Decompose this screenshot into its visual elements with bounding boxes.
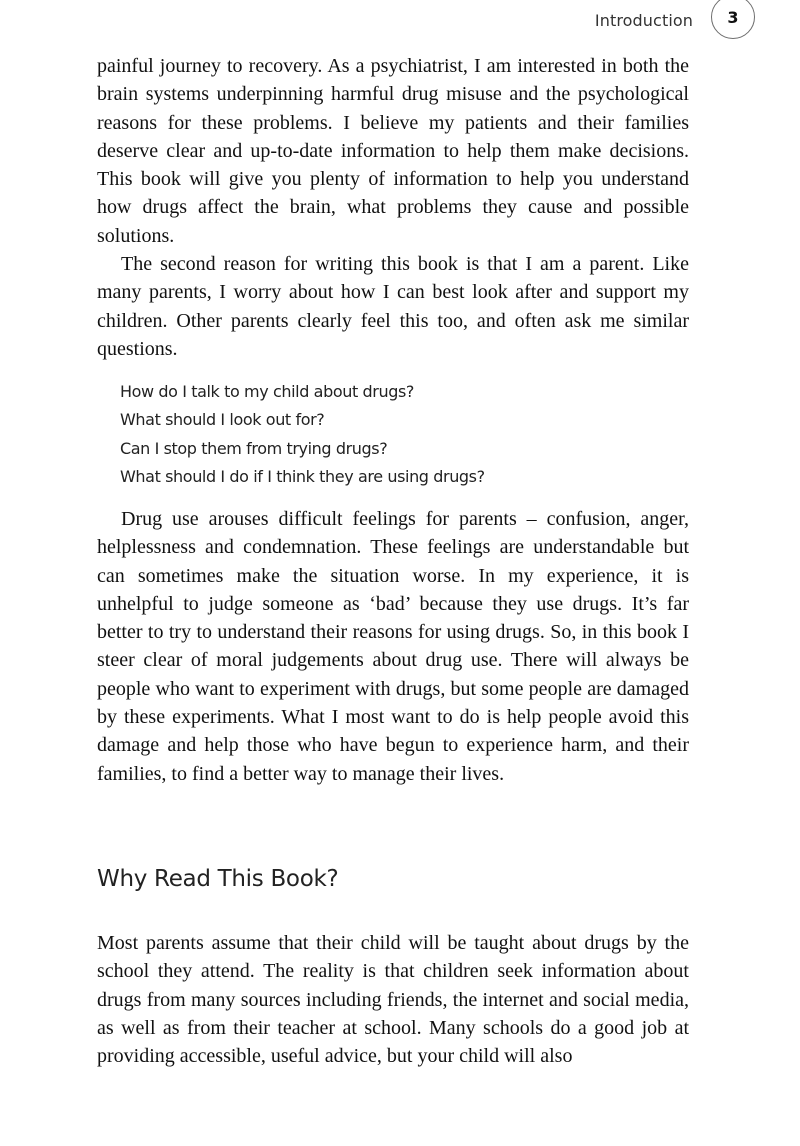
body-paragraph-3: Drug use arouses difficult feelings for parents – confusion, anger, helplessness and condemnation. These feelings are understandable but can sometimes make the situation worse. In my experience, it is unhelpful to judge someone as ‘bad’ because they use drugs. It’s far better to try to understand their reasons for using drugs. So, in this book I steer clear of moral judgements about drug use. There will always be people who want to experiment with drugs, but some people are damaged by these experiments. What I most want to do is help people avoid this damage and help those who have begun to experience harm, and their families, to find a better way to manage their lives. xyxy=(97,508,689,785)
body-paragraph-4: Most parents assume that their child will be taught about drugs by the school they attend. The reality is that children seek information about drugs from many sources including friends, the internet and social media, as well as from their teacher at school. Many schools do a good job at providing accessible, useful advice, but your child will also xyxy=(97,932,689,1068)
question-item: What should I look out for? xyxy=(120,410,325,430)
running-head xyxy=(595,0,755,40)
running-head-section-label: Introduction xyxy=(594,10,693,30)
section-heading: Why Read This Book? xyxy=(97,866,339,892)
question-item: Can I stop them from trying drugs? xyxy=(120,438,388,458)
question-item: What should I do if I think they are using drugs? xyxy=(120,466,485,486)
page-number-badge: 3 xyxy=(711,0,755,39)
question-item: How do I talk to my child about drugs? xyxy=(120,382,414,401)
question-list xyxy=(120,378,485,491)
body-paragraph-1: painful journey to recovery. As a psychiatrist, I am interested in both the brain systems underpinning harmful drug misuse and the psychological reasons for these problems. I believe my patients and their families deserve clear and up-to-date information to help them make decisions. This book will give you plenty of information to help you understand how drugs affect the brain, what problems they cause and possible solutions. xyxy=(97,55,689,247)
body-paragraph-2: The second reason for writing this book is that I am a parent. Like many parents, I worry about how I can best look after and support my children. Other parents clearly feel this too, and often ask me similar questions. xyxy=(97,253,689,360)
